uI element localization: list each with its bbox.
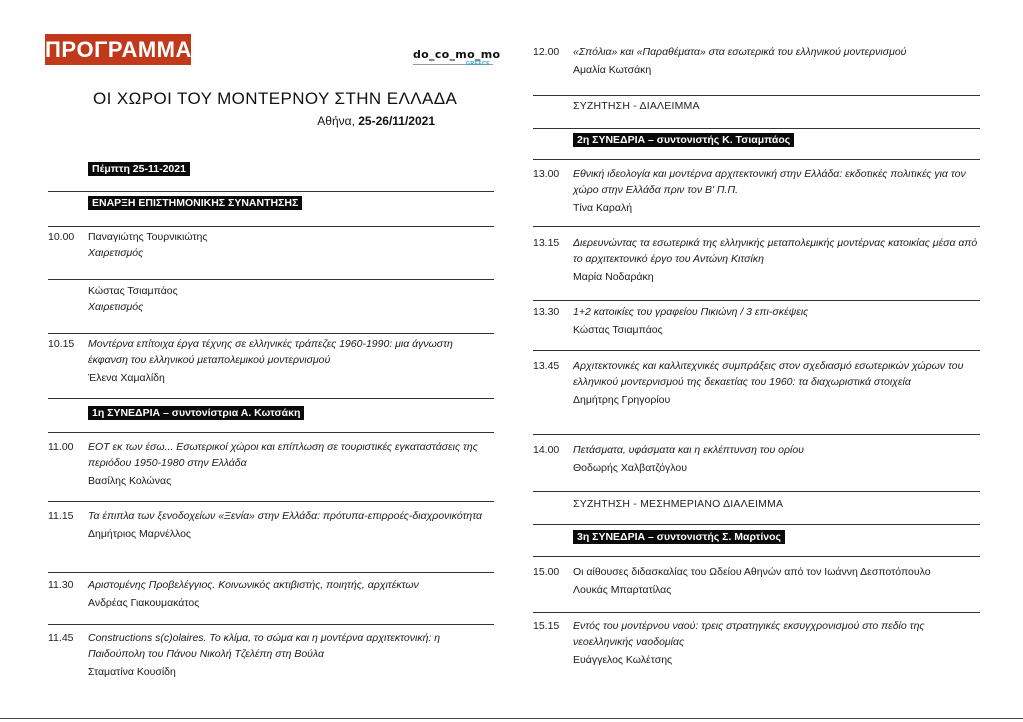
item-title: Χαιρετισμός [88, 247, 144, 259]
day-label: Πέμπτη 25-11-2021 [88, 162, 190, 176]
schedule-item [533, 618, 980, 668]
item-time: 11.30 [48, 579, 74, 591]
schedule-item [533, 358, 980, 408]
item-title: Αρχιτεκτονικές και καλλιτεχνικές συμπράξεις στον σχεδιασμό εσωτερικών χώρων του ελληνικού μοντερνισμού της δεκαετίας του 1960: τα διαχωριστικά στοιχεία [573, 360, 964, 388]
item-speaker: Κώστας Τσιαμπάος [88, 285, 178, 297]
item-time: 12.00 [533, 46, 560, 58]
item-title: Οι αίθουσες διδασκαλίας του Ωδείου Αθηνών από τον Ιωάννη Δεσποτόπουλο [573, 566, 931, 578]
divider [48, 279, 494, 280]
schedule-item [48, 229, 494, 261]
divider [533, 491, 980, 492]
schedule-item [533, 235, 980, 285]
divider [533, 524, 980, 525]
item-speaker: Λουκάς Μπαρτατίλας [573, 584, 672, 596]
schedule-item [48, 577, 494, 611]
divider [533, 226, 980, 227]
item-speaker: Ευάγγελος Κωλέτσης [573, 654, 673, 666]
item-speaker: Ανδρέας Γιακουμακάτος [88, 597, 200, 609]
item-title: Μοντέρνα επίτοιχα έργα τέχνης σε ελληνικές τράπεζες 1960-1990: μια άγνωστη έκφανση του ελληνικού μεταπολεμικού μοντερνισμού [88, 338, 453, 366]
item-speaker: Δημήτρης Γρηγορίου [573, 394, 671, 406]
divider [48, 398, 494, 399]
divider [48, 333, 494, 334]
item-title: «Σπόλια» και «Παραθέματα» στα εσωτερικά του ελληνικού μοντερνισμού [573, 46, 907, 58]
item-title: Αριστομένης Προβελέγγιος. Κοινωνικός ακτιβιστής, ποιητής, αρχιτέκτων [88, 579, 419, 591]
logo-country: GREECE [466, 61, 491, 67]
item-speaker: Τίνα Καραλή [573, 202, 633, 214]
session3-label: 3η ΣΥΝΕΔΡΙΑ – συντονιστής Σ. Μαρτίνος [573, 530, 785, 544]
divider [533, 159, 980, 160]
item-title: Τα έπιπλα των ξενοδοχείων «Ξενία» στην Ελλάδα: πρότυπα-επιρροές-διαχρονικότητα [88, 510, 482, 522]
schedule-item [533, 564, 980, 598]
item-title: ΕΟΤ εκ των έσω... Εσωτερικοί χώροι και επίπλωση σε τουριστικές εγκαταστάσεις της περιόδου 1950-1980 στην Ελλάδα [88, 441, 478, 469]
place-label: Αθήνα, [317, 114, 359, 128]
item-speaker: Αμαλία Κωτσάκη [573, 64, 652, 76]
divider [48, 191, 494, 192]
divider [48, 226, 494, 227]
schedule-item [48, 336, 494, 386]
schedule-item [533, 166, 980, 216]
item-speaker: Παναγιώτης Τουρνικιώτης [88, 231, 208, 243]
item-time: 15.15 [533, 620, 560, 632]
item-title: Χαιρετισμός [88, 301, 144, 313]
item-time: 14.00 [533, 444, 560, 456]
discussion-break: ΣΥΖΗΤΗΣΗ - ΔΙΑΛΕΙΜΜΑ [573, 100, 700, 112]
item-time: 10.00 [48, 231, 75, 243]
item-time: 11.15 [48, 510, 74, 522]
schedule-item [533, 44, 980, 78]
item-title: 1+2 κατοικίες του γραφείου Πικιώνη / 3 επι-σκέψεις [573, 306, 809, 318]
schedule-item [48, 283, 494, 315]
item-title: Πετάσματα, υφάσματα και η εκλέπτυνση του ορίου [573, 444, 804, 456]
item-time: 13.00 [533, 168, 560, 180]
divider [48, 572, 494, 573]
schedule-item [48, 630, 494, 680]
divider [48, 624, 494, 625]
item-time: 10.15 [48, 338, 75, 350]
divider [533, 128, 980, 129]
schedule-item [533, 442, 980, 476]
item-speaker: Σταματίνα Κουσίδη [88, 666, 176, 678]
divider [48, 501, 494, 502]
page-title: ΟΙ ΧΩΡΟΙ ΤΟΥ ΜΟΝΤΕΡΝΟΥ ΣΤΗΝ ΕΛΛΑΔΑ [93, 89, 458, 108]
docomomo-logo: do_co_mo_mo [413, 48, 501, 61]
item-title: Διερευνώντας τα εσωτερικά της ελληνικής μεταπολεμικής μοντέρνας κατοικίας μέσα από το αρχιτεκτονικό έργο του Αντώνη Κιτσίκη [573, 237, 978, 265]
item-title: Εθνική ιδεολογία και μοντέρνα αρχιτεκτονική στην Ελλάδα: εκδοτικές πολιτικές για τον χώρο στην Ελλάδα πριν τον Β' Π.Π. [573, 168, 966, 196]
divider [533, 350, 980, 351]
item-speaker: Δημήτριος Μαρνέλλος [88, 528, 191, 540]
item-time: 13.30 [533, 306, 560, 318]
divider [533, 556, 980, 557]
divider [533, 300, 980, 301]
item-speaker: Θοδωρής Χαλβατζόγλου [573, 462, 687, 474]
schedule-item [48, 508, 494, 542]
item-title: Εντός του μοντέρνου ναού: τρεις στρατηγικές εκσυγχρονισμού στο πεδίο της νεοελληνικής ναοδομίας [573, 620, 925, 648]
item-speaker: Βασίλης Κολώνας [88, 475, 172, 487]
item-time: 15.00 [533, 566, 560, 578]
item-time: 11.00 [48, 441, 74, 453]
divider [533, 95, 980, 96]
session2-label: 2η ΣΥΝΕΔΡΙΑ – συντονιστής Κ. Τσιαμπάος [573, 133, 794, 147]
schedule-item [533, 304, 980, 338]
program-badge: ΠΡΟΓΡΑΜΜΑ [45, 34, 191, 65]
item-time: 13.45 [533, 360, 560, 372]
item-speaker: Κώστας Τσιαμπάος [573, 324, 663, 336]
item-speaker: Μαρία Νοδαράκη [573, 271, 654, 283]
discussion-lunch: ΣΥΖΗΤΗΣΗ - ΜΕΣΗΜΕΡΙΑΝΟ ΔΙΑΛΕΙΜΜΑ [573, 498, 784, 510]
item-title: Constructions s(c)olaires. Το κλίμα, το σώμα και η μοντέρνα αρχιτεκτονική: η Παιδούπολη του Πάνου Νικολή Τζελέπη στη Βούλα [88, 632, 441, 660]
item-time: 13.15 [533, 237, 560, 249]
place-date [317, 114, 435, 128]
divider [533, 434, 980, 435]
divider [48, 432, 494, 433]
divider [533, 612, 980, 613]
item-speaker: Έλενα Χαμαλίδη [88, 372, 165, 384]
opening-label: ΕΝΑΡΞΗ ΕΠΙΣΤΗΜΟΝΙΚΗΣ ΣΥΝΑΝΤΗΣΗΣ [88, 196, 302, 210]
page-bottom-rule [0, 718, 1023, 719]
item-time: 11.45 [48, 632, 74, 644]
session1-label: 1η ΣΥΝΕΔΡΙΑ – συντονίστρια Α. Κωτσάκη [88, 406, 304, 420]
schedule-item [48, 439, 494, 489]
event-dates: 25-26/11/2021 [358, 114, 435, 128]
